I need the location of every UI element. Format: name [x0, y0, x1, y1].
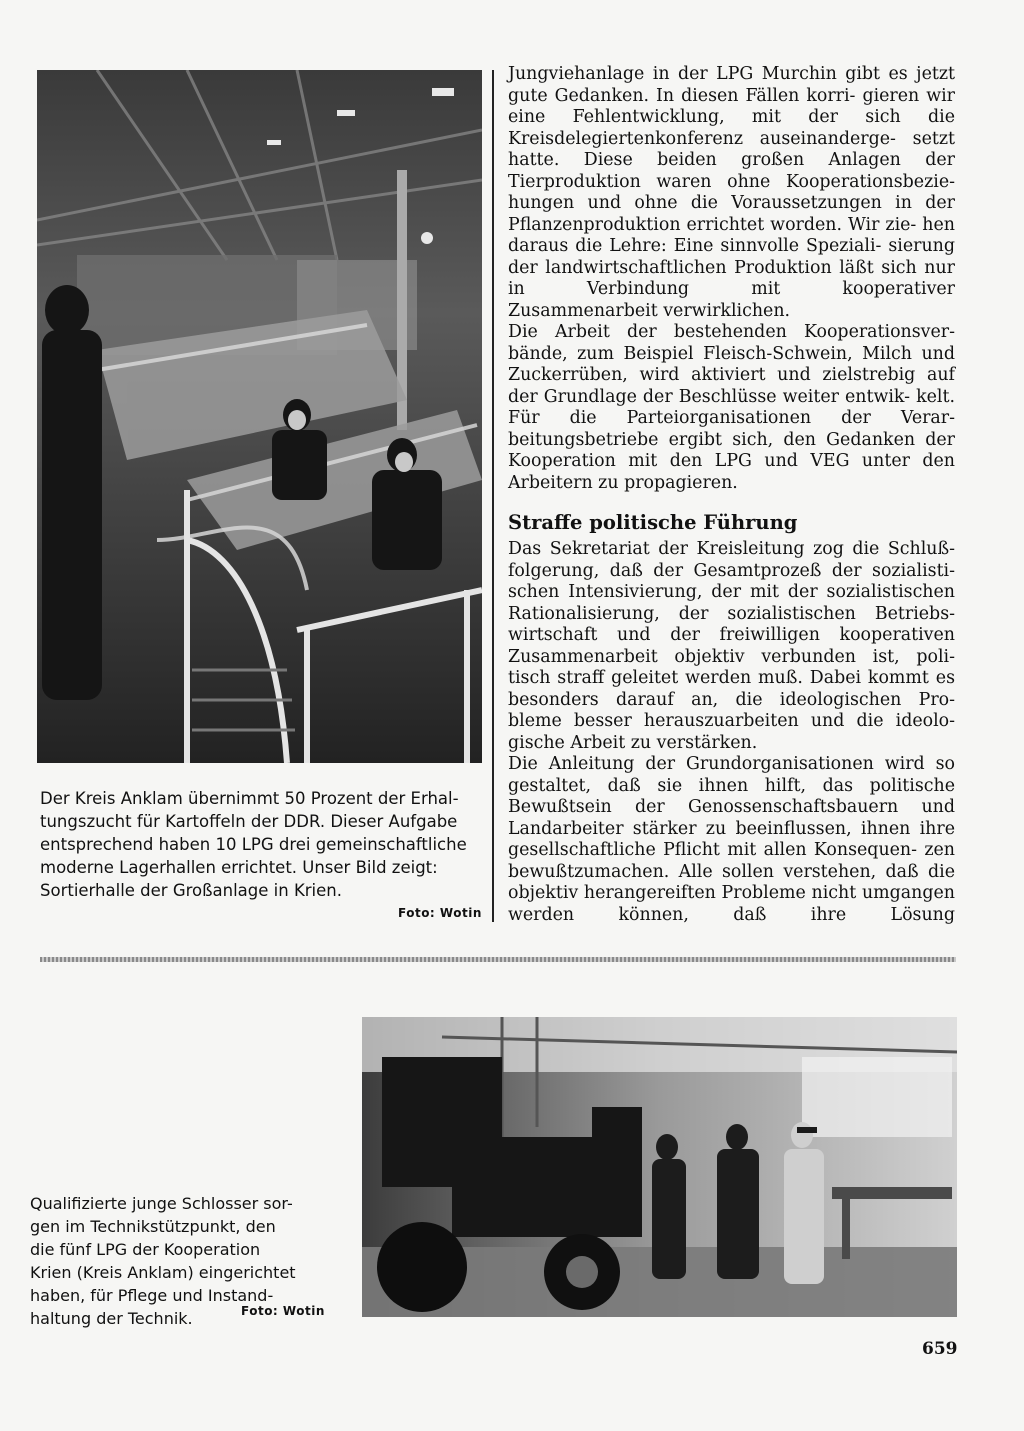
article-paragraph-end: Arbeitern zu propagieren. [508, 472, 738, 493]
column-divider [492, 70, 494, 922]
article-paragraph: Jungviehanlage in der LPG Murchin gibt es jetzt gute Gedanken. In diesen Fällen korri- gieren wir eine Fehlentwicklung, mit der sich die Kreisdelegiertenkonferenz auseinanderge- setzt hatte. Diese beiden großen Anlagen der Tierproduktion waren ohne Kooperationsbezie- hungen und ohne die Voraussetzungen in der Pflanzenproduktion errichtet worden. Wir zie- hen daraus die Lehre: Eine sinnvolle Speziali- sierung der landwirtschaftlichen Produktion läßt sich nur in Verbindung mit kooperativer [508, 64, 956, 299]
article-paragraph: Die Anleitung der Grundorganisationen wird so gestaltet, daß sie ihnen hilft, das politische Bewußtsein der Genossenschaftsbauern und Landarbeiter stärker zu beeinflussen, ihnen ihre gesellschaftliche Pflicht mit allen Konsequen- zen bewußtzumachen. Alle sollen verstehen, daß die objektiv herangereiften Probleme nicht umgangen werden können, daß ihre Lösung [508, 754, 956, 925]
caption-line: tungszucht für Kartoffeln der DDR. Dieser Aufgabe [40, 812, 458, 831]
photo-credit: Foto: Wotin [241, 1304, 325, 1318]
workshop-illustration [362, 1017, 957, 1317]
article-column [508, 64, 955, 926]
section-heading: Straffe politische Führung [508, 511, 798, 534]
sorting-hall-photo [37, 70, 482, 763]
caption-line: gen im Technikstützpunkt, den [30, 1217, 276, 1236]
photo-credit: Foto: Wotin [398, 906, 482, 920]
article-paragraph-end: gische Arbeit zu verstärken. [508, 732, 758, 753]
workshop-photo [362, 1017, 957, 1317]
sorting-hall-illustration [37, 70, 482, 763]
page-number: 659 [922, 1339, 958, 1359]
caption-line: Sortierhalle der Großanlage in Krien. [40, 881, 342, 900]
caption-line: moderne Lagerhallen errichtet. Unser Bild zeigt: [40, 858, 438, 877]
caption-line: haben, für Pflege und Instand- [30, 1286, 274, 1305]
photo-caption [40, 787, 484, 902]
caption-line: Der Kreis Anklam übernimmt 50 Prozent der Erhal- [40, 789, 459, 808]
caption-line: Krien (Kreis Anklam) eingerichtet [30, 1263, 296, 1282]
caption-line: entsprechend haben 10 LPG drei gemeinschaftliche [40, 835, 467, 854]
caption-line: haltung der Technik. [30, 1309, 193, 1328]
article-paragraph-end: Zusammenarbeit verwirklichen. [508, 300, 791, 321]
article-paragraph: Das Sekretariat der Kreisleitung zog die Schluß- folgerung, daß der Gesamtprozeß der sozialisti- schen Intensivierung, der mit der sozialistischen Rationalisierung, der sozialistischen Betriebs- wirtschaft und der freiwilligen kooperativen Zusammenarbeit objektiv verbunden ist, poli- tisch straff geleitet werden muß. Dabei kommt es besonders darauf an, die ideologischen Pro- bleme besser herauszuarbeiten und die ideolo- [508, 539, 955, 731]
caption-line: die fünf LPG der Kooperation [30, 1240, 261, 1259]
article-paragraph: Die Arbeit der bestehenden Kooperationsver- bände, zum Beispiel Fleisch-Schwein, Milch und Zuckerrüben, wird aktiviert und zielstrebig auf der Grundlage der Beschlüsse weiter entwik- kelt. Für die Parteiorganisationen der Verar- beitungsbetriebe ergibt sich, den Gedanken der Kooperation mit den LPG und VEG unter den [508, 322, 956, 471]
caption-line: Qualifizierte junge Schlosser sor- [30, 1194, 293, 1213]
section-divider [40, 957, 956, 962]
